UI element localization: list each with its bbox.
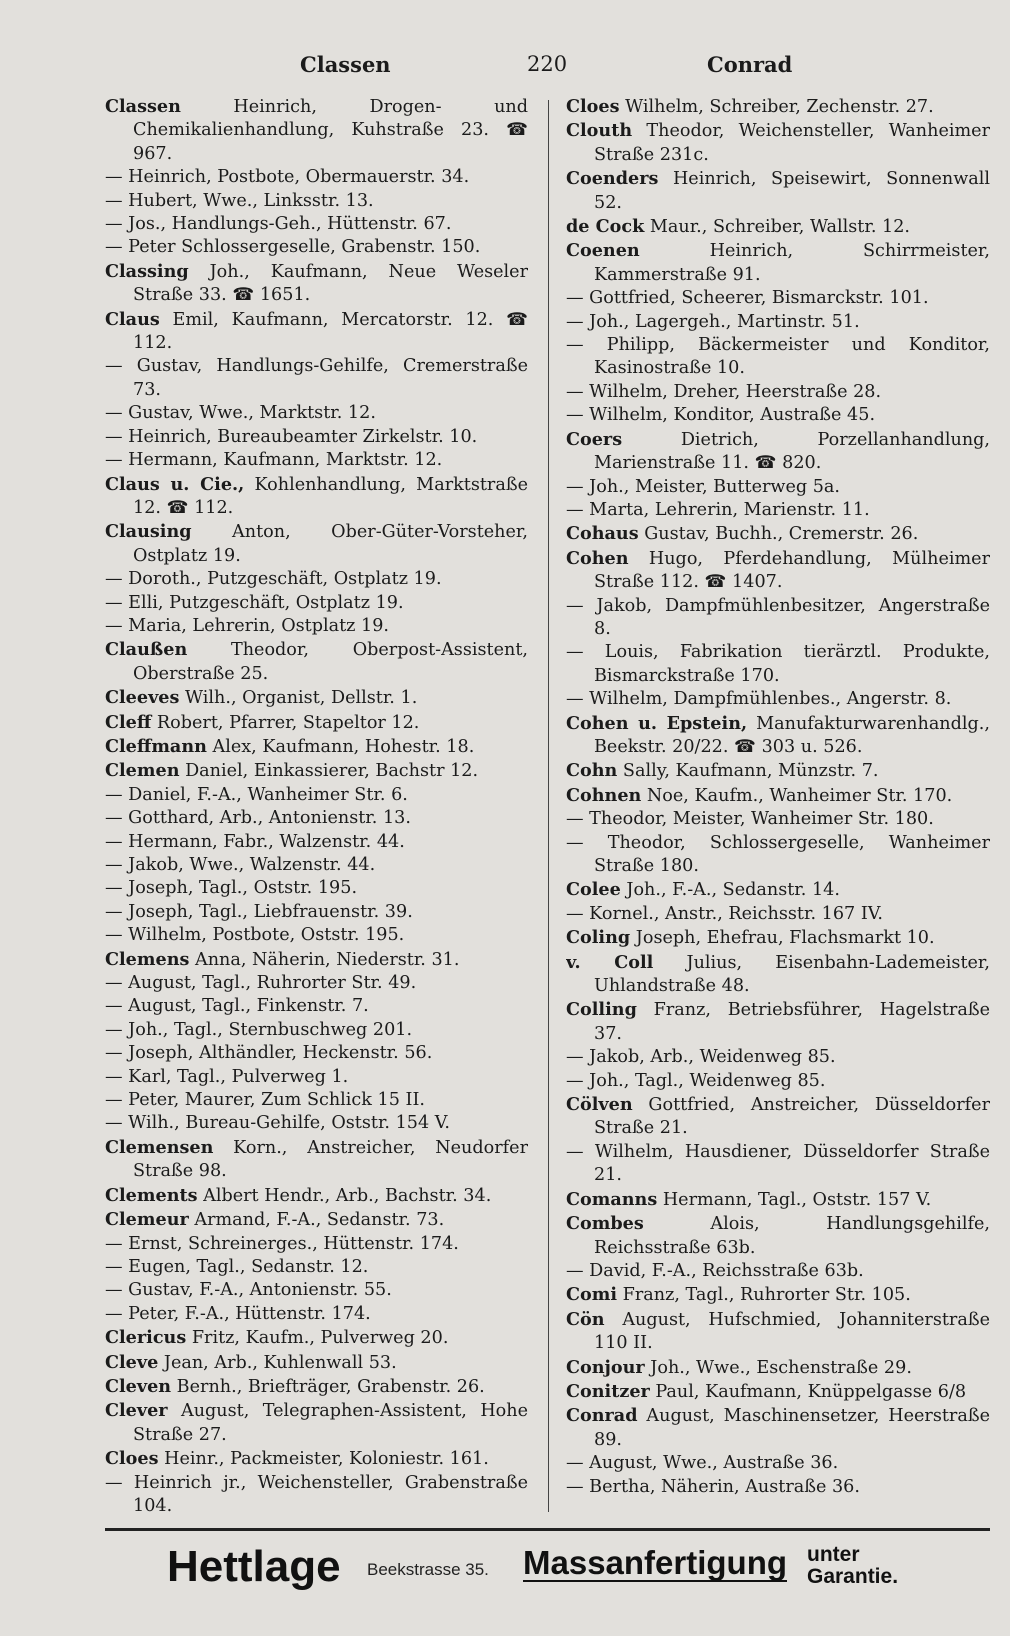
entry-details: — Heinrich jr., Weichensteller, Grabenstraße 104.	[105, 1472, 528, 1515]
footer-divider	[105, 1528, 990, 1531]
ad-brand: Hettlage	[167, 1542, 341, 1591]
directory-entry	[566, 1141, 990, 1188]
entry-details: Noe, Kaufm., Wanheimer Str. 170.	[641, 785, 953, 806]
directory-entry	[566, 95, 990, 119]
entry-details: — August, Wwe., Austraße 36.	[566, 1453, 839, 1474]
entry-surname: Conitzer	[566, 1380, 650, 1402]
entry-details: — Theodor, Meister, Wanheimer Str. 180.	[566, 809, 934, 830]
directory-entry	[566, 998, 990, 1046]
directory-entry	[105, 854, 528, 877]
entry-surname: Claus u. Cie.,	[105, 473, 245, 495]
header-right-word: Conrad	[707, 52, 793, 77]
ad-guarantee-line1: unter	[807, 1543, 860, 1566]
entry-details: — Philipp, Bäckermeister und Konditor, Kasinostraße 10.	[566, 335, 990, 379]
directory-entry	[105, 1256, 528, 1279]
entry-surname: Comi	[566, 1284, 618, 1306]
entry-details: — Wilhelm, Postbote, Oststr. 195.	[105, 925, 405, 946]
directory-entry	[105, 1136, 528, 1184]
directory-entry	[105, 1089, 528, 1112]
directory-entry	[566, 1212, 990, 1260]
directory-entry	[566, 1380, 990, 1404]
directory-entry	[105, 759, 528, 783]
entry-details: — Karl, Tagl., Pulverweg 1.	[105, 1066, 349, 1087]
entry-details: Robert, Pfarrer, Stapeltor 12.	[151, 712, 420, 733]
directory-entry	[105, 901, 528, 924]
entry-surname: v. Coll	[566, 951, 654, 973]
directory-entry	[105, 1279, 528, 1302]
entry-details: August, Maschinensetzer, Heerstraße 89.	[594, 1406, 990, 1450]
directory-entry	[566, 1283, 990, 1307]
left-column	[105, 95, 528, 1515]
entry-details: Heinr., Packmeister, Koloniestr. 161.	[158, 1449, 489, 1470]
directory-entry	[566, 1404, 990, 1452]
entry-surname: Coenders	[566, 168, 659, 190]
entry-details: Wilhelm, Schreiber, Zechenstr. 27.	[619, 97, 934, 117]
entry-details: Joh., Kaufmann, Neue Weseler Straße 33. ☎ 1651.	[133, 261, 528, 306]
directory-entry	[566, 287, 990, 310]
entry-details: — Hermann, Fabr., Walzenstr. 44.	[105, 831, 405, 852]
entry-surname: Cohaus	[566, 523, 639, 545]
directory-entry	[105, 1351, 528, 1375]
directory-entry	[105, 402, 528, 425]
directory-entry	[566, 903, 990, 926]
directory-entry	[105, 924, 528, 947]
directory-entry	[566, 522, 990, 546]
entry-surname: Clemeur	[105, 1209, 189, 1231]
directory-entry	[566, 215, 990, 239]
directory-entry	[105, 1184, 528, 1208]
entry-details: Kohlenhandlung, Marktstraße 12. ☎ 112.	[133, 474, 528, 518]
entry-details: — Heinrich, Bureaubeamter Zirkelstr. 10.	[105, 426, 478, 447]
directory-entry	[566, 1070, 990, 1093]
entry-details: — Ernst, Schreinerges., Hüttenstr. 174.	[105, 1233, 459, 1254]
entry-surname: Clements	[105, 1184, 198, 1206]
directory-entry	[566, 878, 990, 902]
entry-surname: Cloes	[566, 96, 620, 117]
entry-surname: Colee	[566, 879, 621, 901]
directory-entry	[566, 404, 990, 427]
entry-surname: Coling	[566, 927, 631, 949]
directory-entry	[105, 308, 528, 356]
entry-details: — Jakob, Wwe., Walzenstr. 44.	[105, 855, 376, 875]
directory-entry	[566, 1046, 990, 1069]
entry-surname: Clouth	[566, 120, 633, 142]
directory-entry	[105, 831, 528, 854]
entry-surname: Cohen u. Epstein,	[566, 712, 748, 734]
entry-details: — Peter Schlossergeselle, Grabenstr. 150.	[105, 237, 481, 258]
directory-entry	[105, 735, 528, 759]
entry-details: Franz, Betriebsführer, Hagelstraße 37.	[594, 1000, 990, 1044]
entry-details: — Gottfried, Scheerer, Bismarckstr. 101.	[566, 288, 929, 309]
entry-surname: Cleven	[105, 1375, 172, 1397]
entry-details: — Wilhelm, Hausdiener, Düsseldorfer Straße 21.	[566, 1141, 990, 1186]
directory-entry	[105, 166, 528, 189]
entry-details: — Louis, Fabrikation tierärztl. Produkte, Bismarckstraße 170.	[566, 642, 990, 686]
entry-details: — Wilhelm, Dreher, Heerstraße 28.	[566, 381, 882, 402]
entry-details: — Joseph, Althändler, Heckenstr. 56.	[105, 1043, 433, 1064]
directory-entry	[566, 1356, 990, 1380]
directory-entry	[566, 1452, 990, 1475]
entry-surname: Coers	[566, 428, 623, 450]
entry-surname: de Cock	[566, 216, 645, 238]
directory-entry	[566, 381, 990, 404]
entry-details: — Gustav, Handlungs-Gehilfe, Cremerstraße 73.	[105, 356, 528, 400]
directory-entry	[105, 784, 528, 807]
directory-entry	[566, 499, 990, 522]
entry-surname: Cohn	[566, 760, 618, 782]
directory-entry	[566, 641, 990, 688]
entry-details: — Peter, F.-A., Hüttenstr. 174.	[105, 1303, 371, 1324]
entry-details: — Gustav, F.-A., Antonienstr. 55.	[105, 1280, 392, 1301]
directory-entry	[105, 711, 528, 735]
entry-details: — Hermann, Kaufmann, Marktstr. 12.	[105, 450, 443, 471]
entry-details: Gottfried, Anstreicher, Düsseldorfer Straße 21.	[594, 1095, 990, 1139]
entry-surname: Classing	[105, 260, 189, 282]
entry-surname: Clericus	[105, 1327, 187, 1349]
directory-entry	[566, 476, 990, 499]
directory-entry	[105, 1447, 528, 1471]
entry-details: Joh., Wwe., Eschenstraße 29.	[644, 1357, 912, 1378]
entry-details: — Gotthard, Arb., Antonienstr. 13.	[105, 808, 411, 829]
entry-details: Hermann, Tagl., Oststr. 157 V.	[657, 1189, 932, 1210]
directory-entry	[105, 1208, 528, 1232]
directory-entry	[566, 951, 990, 999]
entry-details: — Elli, Putzgeschäft, Ostplatz 19.	[105, 592, 404, 613]
directory-entry	[566, 1093, 990, 1141]
directory-entry	[105, 592, 528, 615]
directory-entry	[105, 807, 528, 830]
entry-details: Heinrich, Speisewirt, Sonnenwall 52.	[594, 169, 990, 213]
directory-entry	[105, 948, 528, 972]
entry-details: Jean, Arb., Kuhlenwall 53.	[158, 1352, 397, 1373]
directory-entry	[566, 784, 990, 808]
entry-details: Daniel, Einkassierer, Bachstr 12.	[179, 761, 479, 782]
entry-details: — Joh., Lagergeh., Martinstr. 51.	[566, 311, 860, 332]
directory-entry	[105, 1066, 528, 1089]
entry-surname: Cloes	[105, 1448, 159, 1470]
entry-surname: Cleve	[105, 1351, 159, 1373]
directory-entry	[105, 236, 528, 259]
directory-entry	[105, 1303, 528, 1326]
entry-surname: Comanns	[566, 1188, 658, 1210]
entry-surname: Clever	[105, 1400, 168, 1422]
entry-details: — Joh., Tagl., Sternbuschweg 201.	[105, 1019, 413, 1040]
entry-surname: Cleeves	[105, 687, 180, 709]
entry-details: — Marta, Lehrerin, Marienstr. 11.	[566, 499, 870, 520]
entry-surname: Cohen	[566, 547, 629, 569]
directory-entry	[566, 926, 990, 950]
entry-details: Fritz, Kaufm., Pulverweg 20.	[186, 1328, 449, 1349]
directory-entry	[566, 311, 990, 334]
directory-entry	[105, 473, 528, 521]
entry-details: Gustav, Buchh., Cremerstr. 26.	[638, 524, 919, 545]
entry-details: Anton, Ober-Güter-Vorsteher, Ostplatz 19.	[133, 522, 528, 566]
directory-entry	[105, 615, 528, 638]
page-number: 220	[527, 52, 568, 76]
entry-details: Armand, F.-A., Sedanstr. 73.	[188, 1210, 445, 1231]
directory-entry	[105, 449, 528, 472]
entry-details: Franz, Tagl., Ruhrorter Str. 105.	[617, 1285, 911, 1306]
entry-details: — Theodor, Schlossergeselle, Wanheimer Straße 180.	[566, 832, 990, 876]
entry-details: — Joseph, Tagl., Liebfrauenstr. 39.	[105, 901, 413, 922]
directory-entry	[566, 1308, 990, 1356]
entry-details: Theodor, Weichensteller, Wanheimer Straße 231c.	[594, 121, 990, 165]
entry-details: — Daniel, F.-A., Wanheimer Str. 6.	[105, 784, 408, 805]
entry-details: Wilh., Organist, Dellstr. 1.	[179, 688, 418, 709]
entry-details: Bernh., Briefträger, Grabenstr. 26.	[171, 1376, 485, 1397]
entry-surname: Cleffmann	[105, 735, 207, 757]
entry-details: — August, Tagl., Ruhrorter Str. 49.	[105, 973, 417, 994]
directory-entry	[105, 520, 528, 568]
entry-details: August, Hufschmied, Johanniterstraße 110 II.	[594, 1309, 990, 1354]
directory-entry	[566, 759, 990, 783]
entry-surname: Clemens	[105, 948, 190, 970]
entry-details: — Joseph, Tagl., Oststr. 195.	[105, 878, 358, 899]
right-column	[566, 95, 990, 1515]
directory-entry	[105, 686, 528, 710]
entry-details: — Jakob, Dampfmühlenbesitzer, Angerstraße 8.	[566, 595, 990, 639]
entry-surname: Colling	[566, 999, 637, 1021]
entry-details: Heinrich, Drogen- und Chemikalienhandlung, Kuhstraße 23. ☎ 967.	[133, 97, 528, 164]
directory-entry	[105, 1375, 528, 1399]
entry-details: Julius, Eisenbahn-Lademeister, Uhlandstraße 48.	[594, 952, 990, 997]
advertisement-footer	[105, 1532, 990, 1612]
directory-entry	[566, 832, 990, 879]
entry-details: — Hubert, Wwe., Linksstr. 13.	[105, 190, 374, 211]
entry-details: — Kornel., Anstr., Reichsstr. 167 IV.	[566, 903, 884, 924]
directory-entry	[105, 568, 528, 591]
entry-surname: Clausing	[105, 521, 192, 543]
entry-surname: Claußen	[105, 639, 188, 661]
entry-details: — Jakob, Arb., Weidenweg 85.	[566, 1047, 836, 1068]
entry-surname: Clemensen	[105, 1136, 214, 1158]
directory-entry	[566, 239, 990, 287]
directory-entry	[566, 1260, 990, 1283]
directory-entry	[566, 712, 990, 760]
entry-details: — August, Tagl., Finkenstr. 7.	[105, 996, 369, 1017]
entry-surname: Classen	[105, 96, 181, 117]
entry-details: Manufakturwarenhandlg., Beekstr. 20/22. ☎ 303 u. 526.	[594, 713, 990, 757]
directory-entry	[105, 995, 528, 1018]
entry-surname: Cön	[566, 1308, 605, 1330]
page-header	[0, 46, 1010, 86]
directory-entry	[566, 167, 990, 215]
entry-details: — Peter, Maurer, Zum Schlick 15 II.	[105, 1090, 426, 1111]
directory-entry	[105, 638, 528, 686]
entry-details: Korn., Anstreicher, Neudorfer Straße 98.	[133, 1137, 528, 1182]
entry-details: — Joh., Meister, Butterweg 5a.	[566, 476, 840, 497]
entry-details: — Bertha, Näherin, Austraße 36.	[566, 1476, 860, 1497]
entry-details: Maur., Schreiber, Wallstr. 12.	[644, 217, 911, 238]
entry-surname: Coenen	[566, 240, 640, 262]
directory-entry	[566, 119, 990, 167]
directory-entry	[105, 1112, 528, 1135]
entry-surname: Combes	[566, 1213, 644, 1235]
entry-details: Theodor, Oberpost-Assistent, Oberstraße 25.	[133, 640, 528, 684]
ad-claim: Massanfertigung	[523, 1544, 788, 1581]
entry-details: — Jos., Handlungs-Geh., Hüttenstr. 67.	[105, 214, 452, 235]
entry-surname: Cohnen	[566, 784, 642, 806]
directory-entry	[105, 260, 528, 308]
ad-guarantee-line2: Garantie.	[807, 1565, 899, 1588]
entry-surname: Cleff	[105, 711, 152, 733]
entry-details: — Heinrich, Postbote, Obermauerstr. 34.	[105, 167, 470, 188]
directory-entry	[105, 1019, 528, 1042]
entry-surname: Clemen	[105, 760, 180, 782]
entry-details: — Eugen, Tagl., Sedanstr. 12.	[105, 1256, 369, 1277]
directory-entry	[566, 334, 990, 381]
directory-entry	[105, 877, 528, 900]
directory-entry	[105, 1399, 528, 1447]
entry-surname: Cölven	[566, 1094, 633, 1116]
entry-details: Alex, Kaufmann, Hohestr. 18.	[206, 736, 475, 757]
entry-details: Hugo, Pferdehandlung, Mülheimer Straße 112. ☎ 1407.	[594, 548, 990, 593]
entry-details: — Wilh., Bureau-Gehilfe, Oststr. 154 V.	[105, 1113, 451, 1134]
entry-details: — Wilhelm, Dampfmühlenbes., Angerstr. 8.	[566, 689, 952, 710]
directory-entry	[105, 1326, 528, 1350]
entry-details: Albert Hendr., Arb., Bachstr. 34.	[197, 1185, 492, 1206]
entry-details: — Gustav, Wwe., Marktstr. 12.	[105, 403, 376, 424]
directory-entry	[566, 1188, 990, 1212]
directory-entry	[566, 808, 990, 831]
directory-entry	[566, 547, 990, 595]
column-divider	[548, 100, 549, 1512]
entry-details: Sally, Kaufmann, Münzstr. 7.	[617, 761, 879, 782]
directory-entry	[105, 190, 528, 213]
entry-details: Joseph, Ehefrau, Flachsmarkt 10.	[630, 928, 935, 949]
entry-details: — David, F.-A., Reichsstraße 63b.	[566, 1260, 864, 1281]
directory-entry	[105, 213, 528, 236]
directory-entry	[105, 1042, 528, 1065]
directory-entry	[566, 688, 990, 711]
directory-entry	[105, 1472, 528, 1515]
entry-surname: Claus	[105, 308, 160, 330]
directory-entry	[566, 595, 990, 642]
entry-details: Joh., F.-A., Sedanstr. 14.	[620, 880, 840, 901]
entry-details: Paul, Kaufmann, Knüppelgasse 6/8	[649, 1381, 967, 1402]
entry-details: — Wilhelm, Konditor, Austraße 45.	[566, 405, 876, 426]
directory-entry	[105, 95, 528, 166]
directory-entry	[105, 355, 528, 402]
entry-details: August, Telegraphen-Assistent, Hohe Straße 27.	[133, 1401, 528, 1445]
entry-surname: Conrad	[566, 1405, 638, 1427]
directory-entry	[105, 1233, 528, 1256]
entry-details: — Joh., Tagl., Weidenweg 85.	[566, 1070, 826, 1091]
entry-surname: Conjour	[566, 1356, 645, 1378]
directory-entry	[105, 972, 528, 995]
entry-details: Heinrich, Schirrmeister, Kammerstraße 91.	[594, 241, 990, 285]
directory-entry	[566, 428, 990, 476]
directory-entry	[105, 426, 528, 449]
ad-guarantee	[807, 1544, 898, 1588]
directory-entry	[566, 1476, 990, 1499]
entry-details: Alois, Handlungsgehilfe, Reichsstraße 63b.	[594, 1214, 990, 1258]
entry-details: — Maria, Lehrerin, Ostplatz 19.	[105, 615, 390, 636]
ad-address: Beekstrasse 35.	[367, 1560, 489, 1579]
entry-details: Dietrich, Porzellanhandlung, Marienstraße 11. ☎ 820.	[594, 429, 990, 474]
header-left-word: Classen	[300, 52, 391, 77]
entry-details: — Doroth., Putzgeschäft, Ostplatz 19.	[105, 569, 442, 590]
entry-details: Emil, Kaufmann, Mercatorstr. 12. ☎ 112.	[133, 309, 528, 354]
entry-details: Anna, Näherin, Niederstr. 31.	[189, 949, 460, 970]
